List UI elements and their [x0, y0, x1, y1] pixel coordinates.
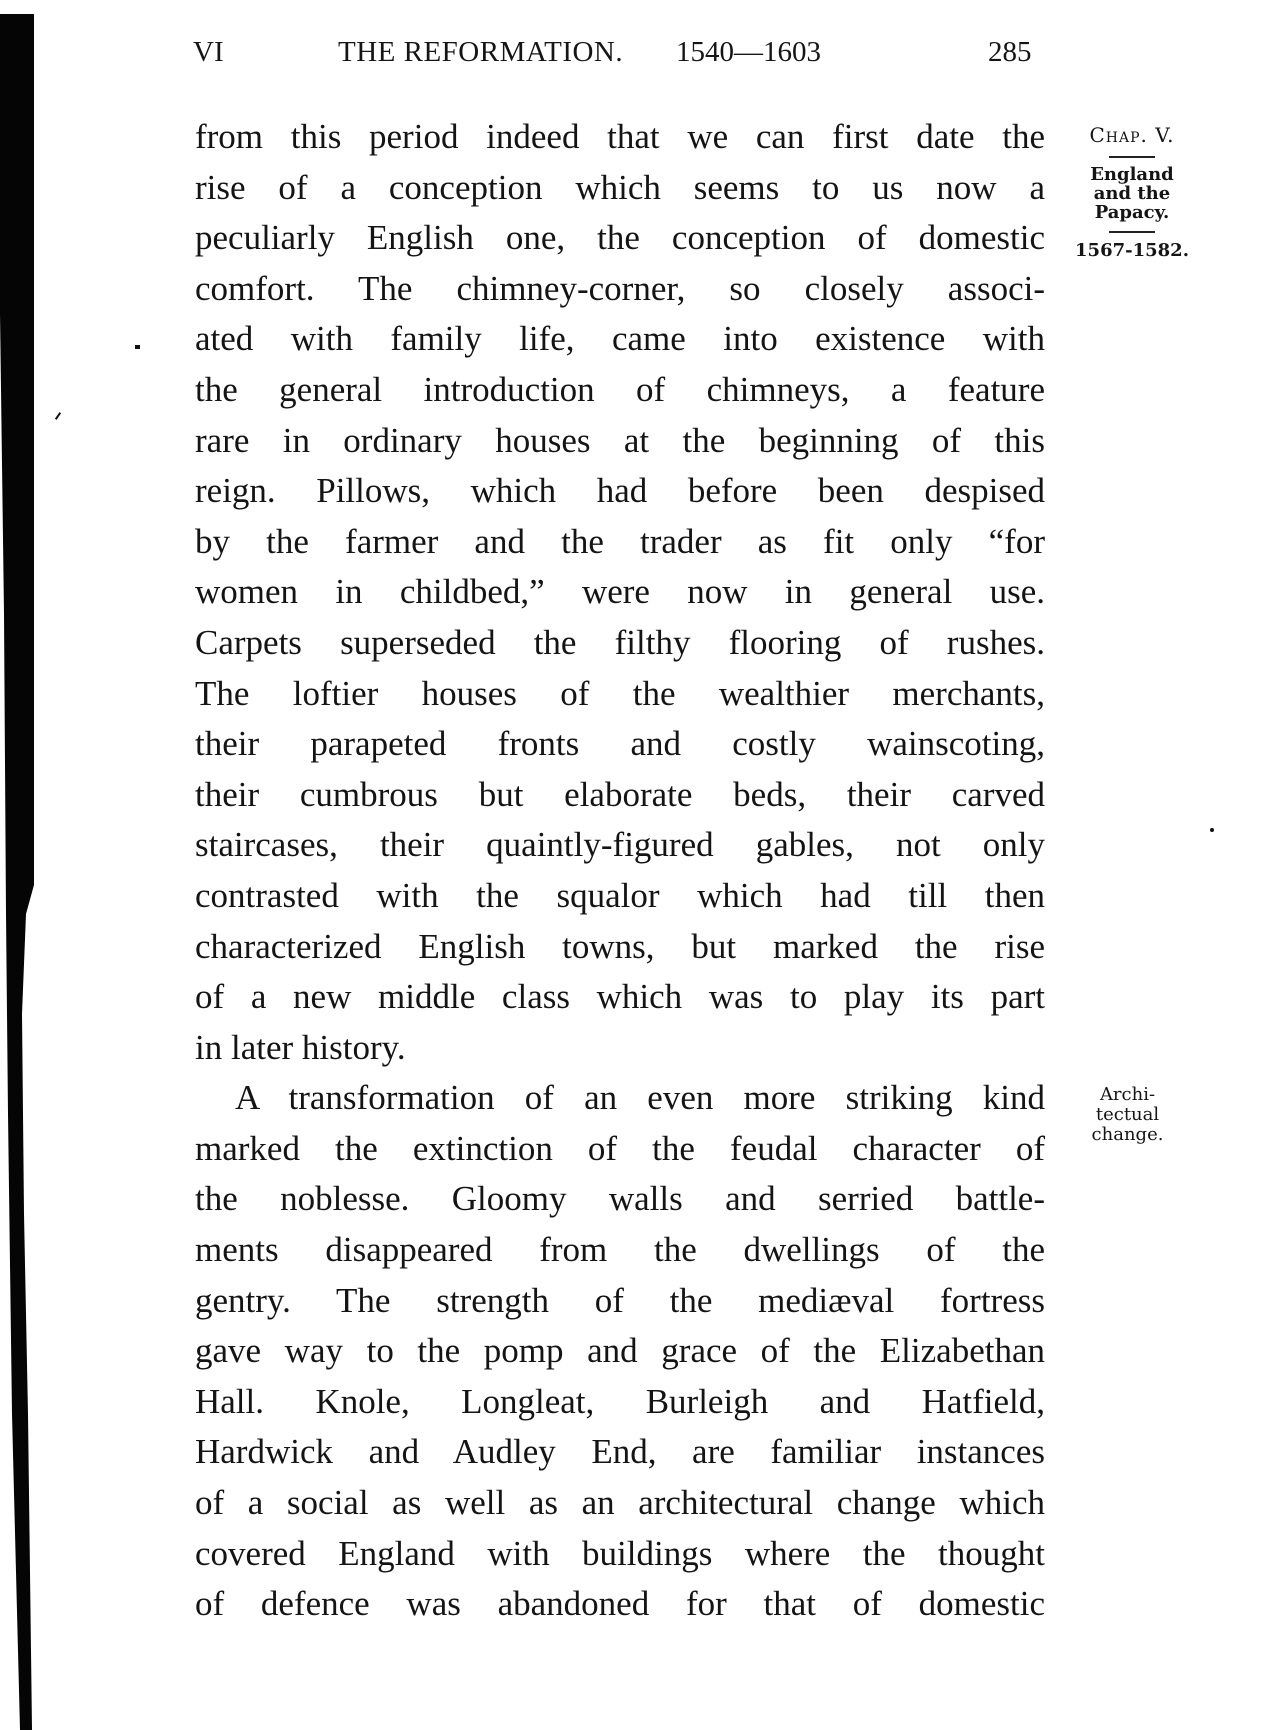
margin-divider [1109, 156, 1155, 158]
header-chapter-number: VI [193, 36, 224, 68]
text-line: reign. Pillows, which had before been despised [195, 471, 1045, 511]
text-line: covered England with buildings where the thought [195, 1533, 1045, 1573]
margin-divider [1109, 231, 1155, 233]
text-line: Carpets superseded the filthy flooring of rushes. [195, 622, 1045, 662]
text-line: rise of a conception which seems to us now a [195, 167, 1045, 207]
margin-topic-line: England [1090, 164, 1174, 185]
margin-topic-line: and the [1093, 183, 1171, 204]
text-line: the general introduction of chimneys, a feature [195, 369, 1045, 409]
margin-topic-line: Archi- [1099, 1084, 1156, 1105]
margin-chapter-label: Chap. V. [1089, 123, 1175, 147]
text-line: marked the extinction of the feudal character of [195, 1128, 1045, 1168]
page-number: 285 [988, 36, 1032, 68]
text-line: contrasted with the squalor which had till then [195, 875, 1045, 915]
text-line: their cumbrous but elaborate beds, their carved [195, 774, 1045, 814]
text-line: ments disappeared from the dwellings of the [195, 1230, 1045, 1270]
scan-binding-shadow [0, 14, 34, 1730]
text-line: staircases, their quaintly-figured gables, not only [195, 825, 1045, 865]
text-line: of defence was abandoned for that of domestic [195, 1584, 1045, 1624]
margin-topic-line: change. [1091, 1124, 1164, 1145]
text-line: comfort. The chimney-corner, so closely associ- [195, 268, 1045, 308]
text-line: their parapeted fronts and costly wainscoting, [195, 724, 1045, 764]
scan-speck [135, 345, 140, 349]
text-line: Hardwick and Audley End, are familiar instances [195, 1432, 1045, 1472]
text-line: characterized English towns, but marked the rise [195, 926, 1045, 966]
text-line-paragraph-end: in later history. [195, 1027, 406, 1067]
text-line: gentry. The strength of the mediæval fortress [195, 1280, 1045, 1320]
text-line-paragraph-start: A transformation of an even more striking kind [235, 1078, 1045, 1118]
running-header [193, 36, 1043, 76]
margin-topic-line: tectual [1095, 1104, 1160, 1125]
text-line: gave way to the pomp and grace of the Elizabethan [195, 1331, 1045, 1371]
margin-dates: 1567-1582. [1075, 240, 1189, 261]
scan-speck [55, 412, 61, 420]
text-line: ated with family life, came into existence with [195, 319, 1045, 359]
text-line: the noblesse. Gloomy walls and serried battle- [195, 1179, 1045, 1219]
text-line: rare in ordinary houses at the beginning of this [195, 420, 1045, 460]
text-line: by the farmer and the trader as fit only “for [195, 521, 1045, 561]
text-line: The loftier houses of the wealthier merchants, [195, 673, 1045, 713]
text-line: of a new middle class which was to play its part [195, 977, 1045, 1017]
text-line: women in childbed,” were now in general use. [195, 572, 1045, 612]
body-text [195, 112, 1045, 1630]
header-title: THE REFORMATION. [338, 36, 624, 68]
header-years: 1540—1603 [676, 36, 821, 68]
margin-note-chapter [1068, 123, 1196, 261]
margin-note-architectural-change [1070, 1085, 1185, 1145]
margin-topic-line: Papacy. [1094, 202, 1170, 223]
scan-speck [1210, 828, 1214, 832]
text-line: peculiarly English one, the conception of domestic [195, 218, 1045, 258]
text-line: Hall. Knole, Longleat, Burleigh and Hatfield, [195, 1381, 1045, 1421]
text-line: of a social as well as an architectural change which [195, 1483, 1045, 1523]
text-line: from this period indeed that we can first date the [195, 117, 1045, 156]
